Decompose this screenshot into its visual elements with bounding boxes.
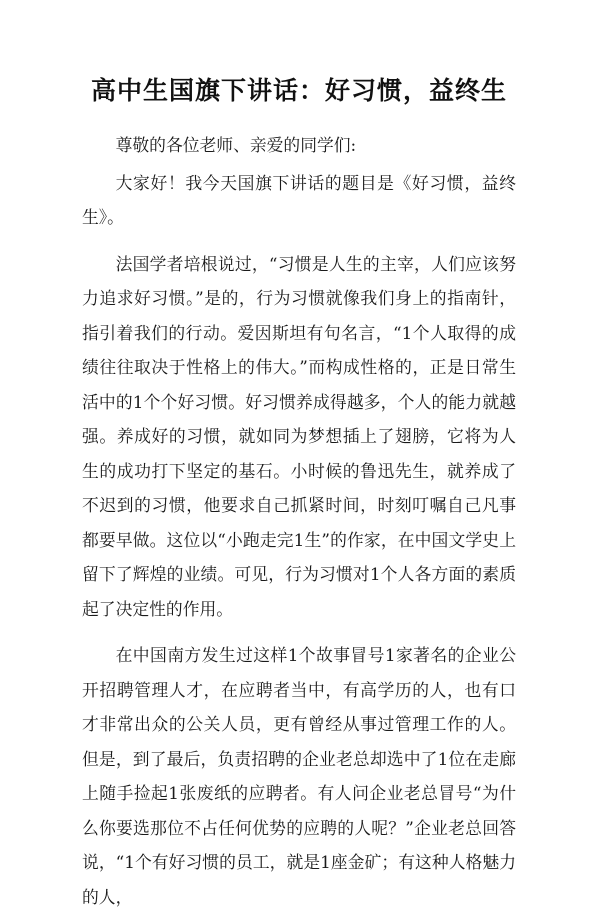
intro-paragraph: 大家好！我今天国旗下讲话的题目是《好习惯，益终生》。	[82, 172, 516, 227]
document-title: 高中生国旗下讲话：好习惯，益终生	[90, 76, 507, 105]
greeting-paragraph: 尊敬的各位老师、亲爱的同学们:	[115, 135, 357, 155]
body-paragraph-story: 在中国南方发生过这样1个故事冒号1家著名的企业公开招聘管理人才，在应聘者当中，有高学历的人，也有口才非常出众的公关人员，更有曾经从事过管理工作的人。但是，到了最后，负责招聘的企业老总却选中了1位在走廊上随手捡起1张废纸的应聘者。有人问企业老总冒号“为什么你要选那位不占任何优势的应聘的人呢？”企业老总回答说，“1个有好习惯的员工，就是1座金矿；有这种人格魅力的人，	[82, 645, 516, 907]
body-paragraph-habits: 法国学者培根说过，“习惯是人生的主宰，人们应该努力追求好习惯。”是的，行为习惯就像我们身上的指南针，指引着我们的行动。爱因斯坦有句名言，“1个人取得的成绩往往取决于性格上的伟大。”而构成性格的，正是日常生活中的1个个好习惯。好习惯养成得越多，个人的能力就越强。养成好的习惯，就如同为梦想插上了翅膀，它将为人生的成功打下坚定的基石。小时候的鲁迅先生，就养成了不迟到的习惯，他要求自己抓紧时间，时刻叮嘱自己凡事都要早做。这位以“小跑走完1生”的作家，在中国文学史上留下了辉煌的业绩。可见，行为习惯对1个人各方面的素质起了决定性的作用。	[82, 253, 516, 619]
